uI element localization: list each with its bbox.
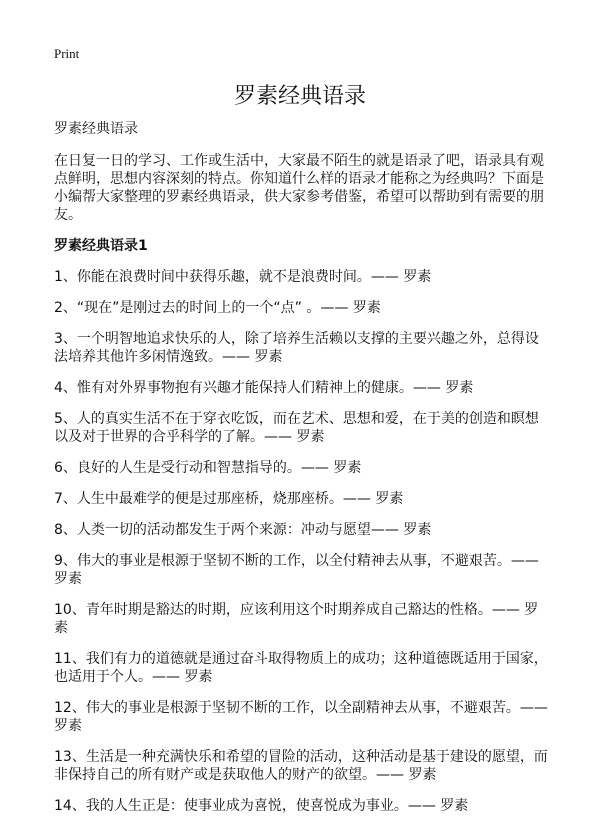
quote-item: 14、我的人生正是：使事业成为喜悦，使喜悦成为事业。—— 罗素 xyxy=(54,798,469,814)
subtitle: 罗素经典语录 xyxy=(54,121,138,137)
quote-item: 11、我们有力的道德就是通过奋斗取得物质上的成功；这种道德既适用于国家，也适用于个人。—— 罗素 xyxy=(54,651,548,685)
intro-paragraph: 在日复一日的学习、工作或生活中，大家最不陌生的就是语录了吧，语录具有观点鲜明，思想内容深刻的特点。你知道什么样的语录才能称之为经典吗？下面是小编帮大家整理的罗素经典语录，供大家参考借鉴，希望可以帮助到有需要的朋友。 xyxy=(54,153,544,223)
quote-item: 9、伟大的事业是根源于坚韧不断的工作，以全付精神去从事，不避艰苦。—— 罗素 xyxy=(54,553,539,587)
quote-item: 6、良好的人生是受行动和智慧指导的。—— 罗素 xyxy=(54,460,362,476)
print-link[interactable]: Print xyxy=(54,46,80,61)
quote-item: 3、一个明智地追求快乐的人，除了培养生活赖以支撑的主要兴趣之外，总得设法培养其他许多闲情逸致。—— 罗素 xyxy=(54,331,539,365)
quote-item: 4、惟有对外界事物抱有兴趣才能保持人们精神上的健康。—— 罗素 xyxy=(54,380,474,396)
quote-item: 8、人类一切的活动都发生于两个来源：冲动与愿望—— 罗素 xyxy=(54,522,432,538)
quote-item: 5、人的真实生活不在于穿衣吃饭，而在艺术、思想和爱，在于美的创造和瞑想以及对于世界的合乎科学的了解。—— 罗素 xyxy=(54,411,539,445)
quote-item: 7、人生中最难学的便是过那座桥，烧那座桥。—— 罗素 xyxy=(54,491,404,507)
section-heading: 罗素经典语录1 xyxy=(54,238,148,254)
quote-item: 10、青年时期是豁达的时期，应该利用这个时期养成自己豁达的性格。—— 罗素 xyxy=(54,602,539,636)
quote-item: 1、你能在浪费时间中获得乐趣，就不是浪费时间。—— 罗素 xyxy=(54,269,432,285)
quote-item: 12、伟大的事业是根源于坚韧不断的工作，以全副精神去从事，不避艰苦。—— 罗素 xyxy=(54,700,548,734)
quote-item: 13、生活是一种充满快乐和希望的冒险的活动，这种活动是基于建设的愿望，而非保持自己的所有财产或是获取他人的财产的欲望。—— 罗素 xyxy=(54,749,548,783)
page-title: 罗素经典语录 xyxy=(233,84,366,109)
quote-item: 2、“现在”是刚过去的时间上的一个“点” 。—— 罗素 xyxy=(54,300,381,316)
article-body xyxy=(54,120,548,828)
